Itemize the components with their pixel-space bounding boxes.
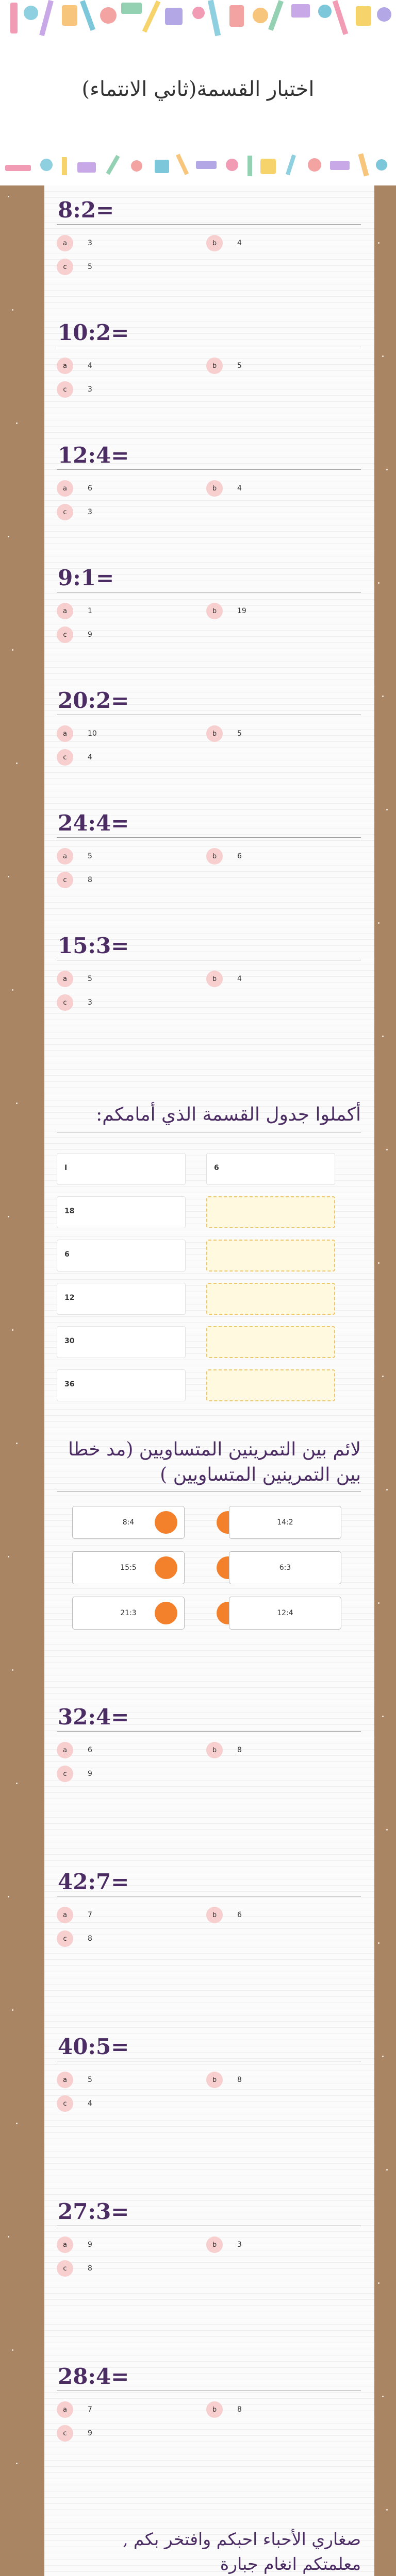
option-value: 5 [237,730,242,738]
option-letter: b [206,480,223,497]
decor-dot [16,2123,18,2124]
closing-line: صغاري الأحباء احبكم وافتخر بكم , [122,2529,361,2549]
answer-options [57,715,361,772]
answer-option[interactable] [206,2070,242,2090]
decor-dot [382,2396,384,2397]
option-letter: b [206,2236,223,2253]
answer-option[interactable] [206,2234,242,2255]
question-block [57,931,361,1017]
answer-options [57,1896,361,1953]
option-letter: a [57,358,73,374]
answer-option[interactable] [57,233,92,253]
table-answer-cell[interactable] [206,1240,335,1272]
option-letter: b [206,2401,223,2418]
question-prompt: 32:4= [57,1703,361,1732]
question-prompt: 20:2= [57,686,361,715]
answer-option[interactable] [57,257,92,277]
question-prompt: 24:4= [57,809,361,838]
decor-dot [386,809,388,810]
answer-option[interactable] [206,478,242,499]
option-letter: c [57,872,73,888]
question-block [57,2197,361,2283]
question-block [57,2032,361,2118]
option-value: 4 [237,484,242,493]
option-value: 19 [237,607,246,615]
quiz-paper [44,185,374,2576]
decor-dot [12,1669,13,1671]
question-block [57,196,361,281]
question-block [57,686,361,772]
table-answer-cell[interactable] [206,1283,335,1315]
option-letter: c [57,994,73,1011]
answer-option[interactable] [206,2399,242,2420]
decor-dot [8,196,9,197]
answer-options [57,347,361,404]
decor-dot [378,1942,380,1944]
answer-options [57,2226,361,2283]
option-value: 4 [237,975,242,983]
answer-option[interactable] [57,624,92,645]
decor-dot [8,536,9,537]
option-letter: b [206,725,223,742]
decor-dot [12,1329,13,1331]
table-answer-cell[interactable] [206,1196,335,1228]
decor-dot [8,1216,9,1217]
decor-dot [386,1149,388,1150]
option-value: 9 [88,631,92,639]
answer-option[interactable] [206,1905,242,1925]
answer-option[interactable] [57,355,92,376]
option-letter: c [57,259,73,275]
option-value: 4 [237,239,242,247]
option-value: 8 [237,1746,242,1754]
decor-dot [16,1783,18,1784]
option-letter: b [206,2072,223,2088]
answer-option[interactable] [57,747,92,768]
option-value: 5 [88,2076,92,2084]
question-prompt: 10:2= [57,318,361,347]
decor-dot [378,1262,380,1264]
match-right-item[interactable]: 12:4 [229,1597,341,1630]
option-letter: a [57,2401,73,2418]
option-value: 9 [88,2429,92,2437]
answer-option[interactable] [57,2070,92,2090]
quiz-title: اختبار القسمة(ثاني الانتماء) [81,77,315,101]
option-letter: a [57,848,73,865]
decor-dot [378,582,380,584]
answer-options [57,592,361,649]
option-value: 6 [237,852,242,860]
answer-options [57,960,361,1017]
answer-option[interactable] [57,870,92,890]
option-letter: b [206,603,223,619]
option-letter: b [206,848,223,865]
decor-dot [16,1443,18,1444]
match-left-handle[interactable] [155,1556,177,1579]
decor-dot [378,1602,380,1604]
option-letter: c [57,1766,73,1782]
question-prompt: 42:7= [57,1868,361,1896]
option-letter: b [206,235,223,251]
answer-option[interactable] [57,502,92,522]
answer-option[interactable] [57,379,92,400]
answer-option[interactable] [57,723,97,744]
decor-dot [386,2169,388,2171]
question-prompt: 12:4= [57,441,361,470]
stationery-banner-top [0,0,396,46]
answer-option[interactable] [57,1928,92,1949]
decor-dot [16,1103,18,1104]
decor-dot [378,2282,380,2284]
option-value: 4 [88,2099,92,2108]
decor-dot [382,1036,384,1037]
option-value: 6 [237,1911,242,1919]
table-cell: 6 [57,1240,186,1272]
decor-dot [386,1489,388,1490]
question-block [57,441,361,527]
closing-line: معلمتكم انغام جبارة [220,2553,361,2574]
decor-dots-left [0,185,26,2576]
option-value: 3 [88,508,92,516]
option-value: 5 [88,852,92,860]
option-letter: c [57,381,73,398]
match-left-handle[interactable] [155,1511,177,1534]
question-block [57,564,361,649]
answer-option[interactable] [57,1740,92,1760]
answer-options [57,2391,361,2448]
answer-option[interactable] [57,992,92,1013]
answer-options [57,838,361,894]
option-value: 3 [88,998,92,1007]
decor-dot [12,2349,13,2351]
option-letter: c [57,626,73,643]
option-letter: a [57,2236,73,2253]
answer-option[interactable] [57,2093,92,2114]
answer-option[interactable] [206,601,246,621]
option-value: 5 [88,975,92,983]
decor-dot [386,2509,388,2511]
option-value: 6 [88,484,92,493]
decor-dot [382,2056,384,2057]
option-value: 8 [88,2264,92,2273]
decor-dot [12,649,13,651]
option-value: 6 [88,1746,92,1754]
option-letter: b [206,358,223,374]
option-value: 8 [237,2405,242,2414]
stationery-banner-bottom [0,149,396,178]
option-letter: a [57,235,73,251]
option-value: 10 [88,730,97,738]
answer-option[interactable] [206,846,242,867]
answer-option[interactable] [206,723,242,744]
option-letter: b [206,971,223,987]
answer-option[interactable] [57,1764,92,1784]
decor-dot [8,2236,9,2238]
match-right-item[interactable]: 14:2 [229,1506,341,1539]
option-value: 4 [88,753,92,761]
answer-option[interactable] [206,969,242,989]
option-value: 3 [88,385,92,394]
option-letter: c [57,749,73,766]
answer-option[interactable] [206,355,242,376]
question-block [57,1868,361,1953]
option-letter: c [57,1930,73,1947]
answer-options [57,225,361,281]
table-cell: 36 [57,1369,186,1401]
table-cell: 18 [57,1196,186,1228]
option-value: 9 [88,1770,92,1778]
answer-option[interactable] [57,1905,92,1925]
question-block [57,809,361,894]
option-letter: c [57,504,73,520]
match-question [57,1437,361,1492]
option-value: 3 [88,239,92,247]
option-value: 3 [237,2241,242,2249]
question-prompt: 27:3= [57,2197,361,2226]
decor-dot [8,1896,9,1897]
match-left-item[interactable]: 8:4 [72,1506,185,1539]
answer-option[interactable] [57,2258,92,2279]
question-block [57,318,361,404]
table-cell: 30 [57,1326,186,1358]
answer-option[interactable] [206,1740,242,1760]
decor-dot [382,696,384,697]
decor-dot [16,422,18,424]
question-prompt: 28:4= [57,2362,361,2391]
option-value: 1 [88,607,92,615]
option-value: 4 [88,362,92,370]
answer-option[interactable] [206,233,242,253]
answer-option[interactable] [57,2399,92,2420]
option-letter: c [57,2425,73,2442]
match-left-item[interactable]: 21:3 [72,1597,185,1630]
option-value: 8 [88,876,92,884]
table-answer-cell[interactable] [206,1369,335,1401]
quiz-header [0,0,396,185]
answer-options [57,1732,361,1788]
decor-dot [8,876,9,877]
decor-dot [12,2009,13,2011]
option-letter: a [57,725,73,742]
option-letter: a [57,480,73,497]
decor-dot [12,309,13,311]
answer-option[interactable] [57,846,92,867]
decor-dot [382,1376,384,1377]
answer-option[interactable] [57,2423,92,2444]
option-letter: a [57,1742,73,1758]
decor-dot [382,1716,384,1717]
option-letter: a [57,603,73,619]
question-prompt: 9:1= [57,564,361,592]
table-question [57,1103,361,1132]
decor-dot [378,922,380,924]
option-letter: a [57,1907,73,1923]
answer-option[interactable] [57,601,92,621]
closing-message [57,2527,361,2576]
question-prompt: 15:3= [57,931,361,960]
match-left-handle[interactable] [155,1602,177,1624]
decor-dot [386,469,388,470]
question-block [57,1703,361,1788]
match-right-item[interactable]: 6:3 [229,1551,341,1584]
decor-dot [12,989,13,991]
option-value: 5 [88,263,92,271]
question-prompt: 8:2= [57,196,361,225]
decor-dot [8,1556,9,1557]
decor-dot [16,762,18,764]
option-value: 7 [88,2405,92,2414]
option-value: 8 [237,2076,242,2084]
option-letter: a [57,2072,73,2088]
option-value: 5 [237,362,242,370]
option-letter: c [57,2095,73,2112]
answer-option[interactable] [57,478,92,499]
match-left-item[interactable]: 15:5 [72,1551,185,1584]
option-letter: c [57,2260,73,2277]
table-question-prompt: أكملوا جدول القسمة الذي أمامكم: [57,1103,361,1132]
option-letter: b [206,1742,223,1758]
option-value: 8 [88,1935,92,1943]
answer-options [57,470,361,527]
question-prompt: 40:5= [57,2032,361,2061]
table-cell: I [57,1153,186,1185]
option-value: 9 [88,2241,92,2249]
table-answer-cell[interactable] [206,1326,335,1358]
decor-dot [382,355,384,357]
table-cell: 6 [206,1153,335,1185]
option-value: 7 [88,1911,92,1919]
question-block [57,2362,361,2448]
answer-options [57,2061,361,2118]
decor-dot [378,242,380,244]
decor-dot [386,1829,388,1831]
table-cell: 12 [57,1283,186,1315]
decor-dot [16,2463,18,2464]
option-letter: a [57,971,73,987]
answer-option[interactable] [57,2234,92,2255]
option-letter: b [206,1907,223,1923]
answer-option[interactable] [57,969,92,989]
match-question-prompt: لائم بين التمرينين المتساويين (مد خطا بين التمرينين المتساويين ) [57,1437,361,1492]
